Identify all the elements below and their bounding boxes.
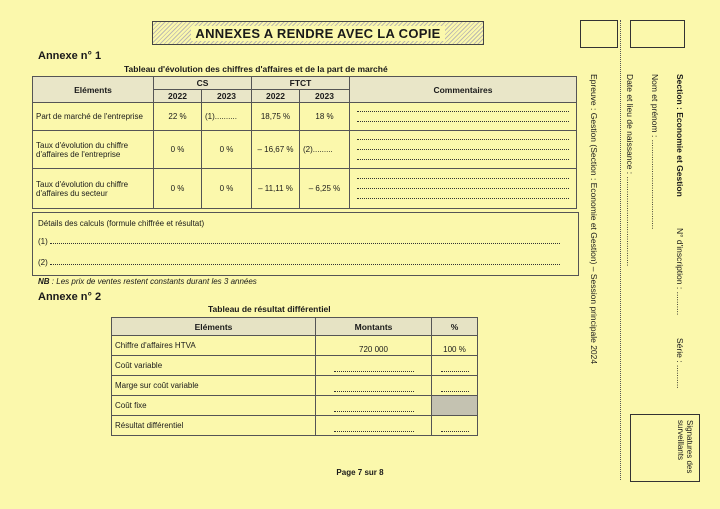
annexe1-table xyxy=(32,76,577,209)
cell-answer-2[interactable]: (2)......... xyxy=(300,131,350,169)
header-year: 2022 xyxy=(252,90,300,103)
epreuve-label: Epreuve : Gestion (Section : Economie et Gestion) – Session principale 2024 xyxy=(589,74,599,365)
cell: 0 % xyxy=(202,131,252,169)
row-label: Part de marché de l'entreprise xyxy=(33,103,154,131)
banner-title: ANNEXES A RENDRE AVEC LA COPIE xyxy=(191,26,444,41)
cell: 18,75 % xyxy=(252,103,300,131)
header-year: 2023 xyxy=(300,90,350,103)
table-row xyxy=(33,169,577,209)
cell-answer-1[interactable]: (1).......... xyxy=(202,103,252,131)
corner-box xyxy=(630,20,685,48)
cell-pct[interactable] xyxy=(432,376,478,396)
details-line-1-label: (1) xyxy=(38,237,48,246)
cell-pct-shaded xyxy=(432,396,478,416)
annexe2-table xyxy=(111,317,478,436)
table-row xyxy=(112,376,478,396)
cell: – 6,25 % xyxy=(300,169,350,209)
details-line-2[interactable] xyxy=(38,258,568,267)
cell: 18 % xyxy=(300,103,350,131)
row-label: Coût fixe xyxy=(112,396,316,416)
row-label: Taux d'évolution du chiffre d'affaires du secteur xyxy=(33,169,154,209)
table-row xyxy=(112,356,478,376)
nb-note xyxy=(38,277,257,286)
cell-pct[interactable] xyxy=(432,416,478,436)
annexe1-heading: Annexe n° 1 xyxy=(38,50,102,62)
header-year: 2022 xyxy=(154,90,202,103)
calculation-details xyxy=(32,212,579,276)
comment-cell[interactable] xyxy=(350,103,577,131)
table-row xyxy=(33,131,577,169)
header-comments: Commentaires xyxy=(350,77,577,103)
banner xyxy=(152,21,484,45)
cell: – 11,11 % xyxy=(252,169,300,209)
row-label: Taux d'évolution du chiffre d'affaires de l'entreprise xyxy=(33,131,154,169)
cell-montant: 720 000 xyxy=(316,336,432,356)
header-cs: CS xyxy=(154,77,252,90)
row-label: Coût variable xyxy=(112,356,316,376)
comment-cell[interactable] xyxy=(350,169,577,209)
row-label: Résultat différentiel xyxy=(112,416,316,436)
cell: – 16,67 % xyxy=(252,131,300,169)
cell-pct[interactable] xyxy=(432,356,478,376)
page-number: Page 7 sur 8 xyxy=(336,468,384,477)
comment-cell[interactable] xyxy=(350,131,577,169)
cell-montant[interactable] xyxy=(316,376,432,396)
corner-box xyxy=(580,20,618,48)
name-field[interactable]: Nom et prénom : ...................................... xyxy=(650,74,660,230)
cell: 0 % xyxy=(202,169,252,209)
cell-montant[interactable] xyxy=(316,356,432,376)
header-elements: Eléments xyxy=(33,77,154,103)
cell: 0 % xyxy=(154,131,202,169)
birth-field[interactable]: Date et lieu de naissance : ...................................... xyxy=(625,74,635,267)
header-pct: % xyxy=(432,318,478,336)
row-label: Chiffre d'affaires HTVA xyxy=(112,336,316,356)
annexe2-heading: Annexe n° 2 xyxy=(38,291,102,303)
details-line-2-label: (2) xyxy=(38,258,48,267)
header-ftct: FTCT xyxy=(252,77,350,90)
details-line-1[interactable] xyxy=(38,237,568,246)
annexe1-caption: Tableau d'évolution des chiffres d'affaires et de la part de marché xyxy=(124,64,388,74)
annexe2-caption: Tableau de résultat différentiel xyxy=(208,304,331,314)
table-row xyxy=(112,416,478,436)
row-label: Marge sur coût variable xyxy=(112,376,316,396)
table-row xyxy=(112,336,478,356)
cell-montant[interactable] xyxy=(316,396,432,416)
header-montants: Montants xyxy=(316,318,432,336)
inscription-field[interactable]: N° d'inscription : .......... xyxy=(675,228,685,316)
section-label: Section : Economie et Gestion xyxy=(675,74,685,197)
signatures-label: Signatures des surveillants xyxy=(676,420,694,474)
nb-label: NB xyxy=(38,277,50,286)
cell: 22 % xyxy=(154,103,202,131)
cut-line xyxy=(620,20,621,480)
table-row xyxy=(112,396,478,416)
details-title: Détails des calculs (formule chiffrée et résultat) xyxy=(38,219,205,228)
cell: 0 % xyxy=(154,169,202,209)
nb-text: : Les prix de ventes restent constants durant les 3 années xyxy=(51,277,257,286)
cell-pct: 100 % xyxy=(432,336,478,356)
cell-montant[interactable] xyxy=(316,416,432,436)
header-year: 2023 xyxy=(202,90,252,103)
header-elements: Eléments xyxy=(112,318,316,336)
serie-field[interactable]: Série : .......... xyxy=(675,338,685,389)
table-row xyxy=(33,103,577,131)
